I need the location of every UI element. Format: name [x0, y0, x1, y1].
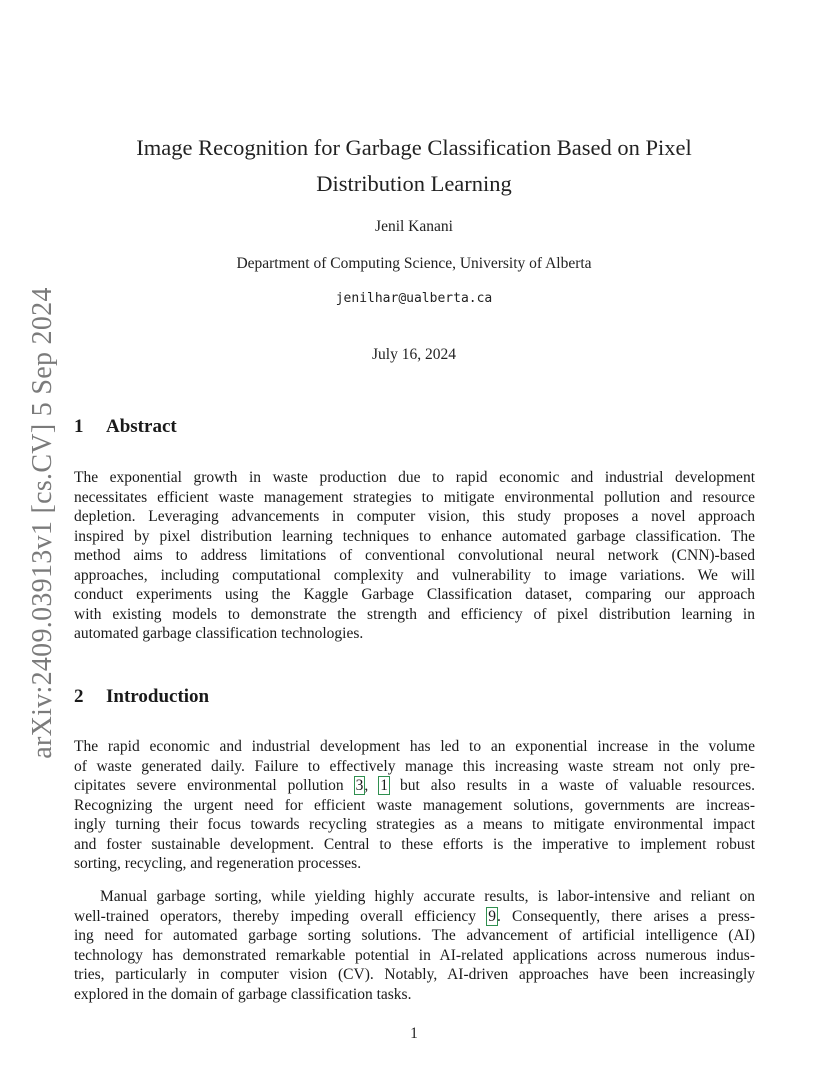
text-span: well-trained operators, thereby impeding overall efficiency: [74, 907, 488, 925]
text-line: tries, particularly in computer vision (CV). Notably, AI-driven approaches have been increasingly: [74, 966, 755, 983]
abstract-paragraph: [74, 468, 755, 644]
text-line: sorting, recycling, and regeneration processes.: [74, 855, 362, 872]
text-line: depletion. Leveraging advancements in computer vision, this study proposes a novel approach: [74, 508, 755, 525]
author-email[interactable]: jenilhar@ualberta.ca: [335, 291, 493, 306]
text-span: but also results in a waste of valuable resources.: [388, 777, 756, 794]
text-line: method aims to address limitations of conventional convolutional neural network (CNN)-based: [74, 547, 755, 564]
arxiv-side-stamp: arXiv:2409.03913v1 [cs.CV] 5 Sep 2024: [27, 287, 58, 759]
page-number: 1: [410, 1025, 418, 1042]
text-line: necessitates efficient waste management strategies to mitigate environmental pollution and resource: [74, 488, 755, 506]
text-line: explored in the domain of garbage classification tasks.: [74, 985, 412, 1003]
section-heading-abstract: [74, 416, 177, 438]
text-line: The exponential growth in waste production due to rapid economic and industrial development: [74, 469, 755, 486]
citation-link[interactable]: 3: [355, 777, 364, 794]
text-line: The rapid economic and industrial development has led to an exponential increase in the volume: [74, 738, 755, 755]
citation-link[interactable]: 9: [488, 907, 496, 925]
introduction-paragraph-2: [74, 887, 755, 1004]
text-span: cipitates severe environmental pollution: [74, 777, 355, 794]
text-line: and foster sustainable development. Central to these efforts is the imperative to implement robust: [74, 835, 755, 853]
title-line-2: Distribution Learning: [316, 171, 512, 196]
text-line: automated garbage classification technologies.: [74, 625, 364, 642]
title-line-1: Image Recognition for Garbage Classification Based on Pixel: [136, 135, 692, 160]
text-span: ,: [364, 777, 380, 794]
text-line: approaches, including computational complexity and vulnerability to image variations. We will: [74, 566, 755, 584]
text-line: ing need for automated garbage sorting solutions. The advancement of artificial intelligence (AI): [74, 927, 755, 944]
section-number: 2: [74, 686, 84, 707]
section-title: Abstract: [106, 416, 177, 437]
section-heading-introduction: [74, 686, 209, 708]
text-line: [74, 907, 755, 927]
text-line: [74, 776, 755, 796]
text-line: technology has demonstrated remarkable potential in AI-related applications across numerous indus-: [74, 946, 755, 964]
paper-date: July 16, 2024: [372, 346, 456, 363]
author-affiliation: Department of Computing Science, University of Alberta: [236, 255, 592, 272]
text-line: with existing models to demonstrate the strength and efficiency of pixel distribution learning in: [74, 605, 755, 623]
citation-link[interactable]: 1: [380, 777, 388, 794]
introduction-paragraph-1: [74, 737, 755, 874]
text-line: ingly turning their focus towards recycling strategies as a means to mitigate environmental impact: [74, 816, 755, 833]
text-line: Recognizing the urgent need for efficient waste management solutions, governments are increas-: [74, 796, 755, 814]
text-line: inspired by pixel distribution learning techniques to enhance automated garbage classification. The: [74, 527, 755, 545]
section-number: 1: [74, 416, 84, 437]
section-title: Introduction: [106, 686, 210, 707]
text-line: Manual garbage sorting, while yielding highly accurate results, is labor-intensive and reliant on: [100, 888, 755, 905]
text-span: . Consequently, there arises a press-: [496, 907, 755, 925]
paper-title: [74, 130, 754, 202]
text-line: of waste generated daily. Failure to effectively manage this increasing waste stream not only pre-: [74, 757, 755, 775]
text-line: conduct experiments using the Kaggle Garbage Classification dataset, comparing our approach: [74, 586, 755, 603]
author-name: Jenil Kanani: [375, 218, 453, 235]
